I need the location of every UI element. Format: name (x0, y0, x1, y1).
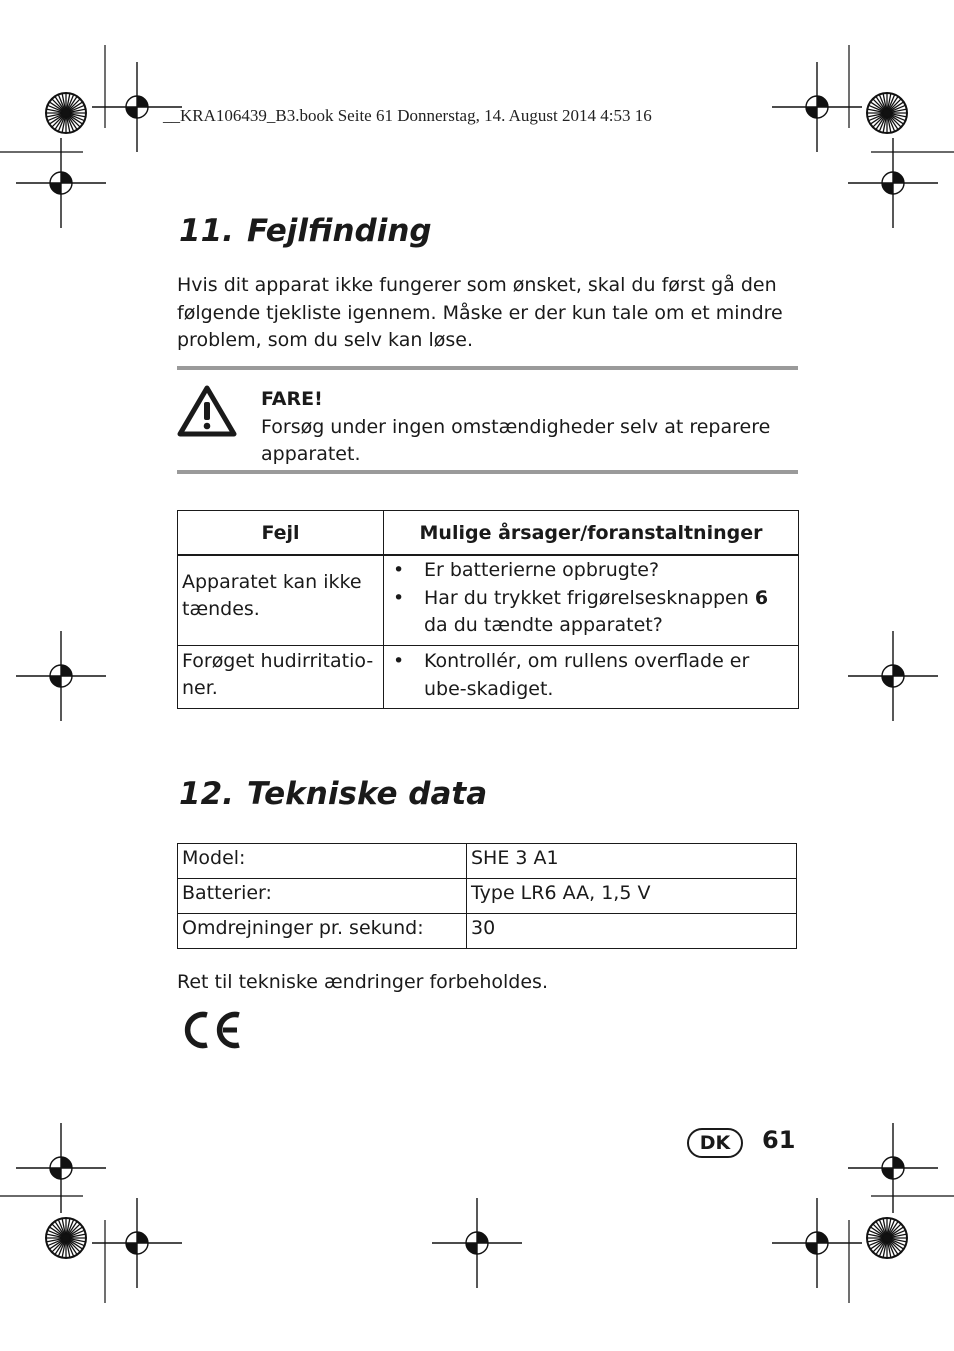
section-number: 11. (179, 213, 234, 249)
table-row (178, 914, 797, 949)
warning-box (177, 366, 798, 474)
list-item (384, 585, 794, 640)
page-number: 61 (762, 1126, 796, 1154)
table-row (178, 646, 799, 709)
list-item: • Er batterierne opbrugte? (384, 557, 794, 585)
troubleshooting-table (177, 510, 799, 709)
print-header: __KRA106439_B3.book Seite 61 Donnerstag, 14. August 2014 4:53 16 (163, 106, 652, 125)
table-row (178, 555, 799, 646)
fault-cell (178, 646, 384, 709)
fault-text: Apparatet kan ikke tændes. (182, 571, 362, 620)
section-title: Fejlfinding (247, 213, 432, 249)
section-heading-troubleshooting (179, 213, 432, 249)
section-number: 12. (179, 776, 234, 812)
spec-value: 30 (467, 914, 797, 949)
causes-list (384, 556, 798, 640)
table-row (178, 879, 797, 914)
list-item: • Kontrollér, om rullens overflade er ube-skadiget. (384, 648, 794, 703)
table-row (178, 844, 797, 879)
language-badge: DK (687, 1128, 743, 1158)
technical-data-table (177, 843, 797, 949)
causes-cell (384, 555, 799, 646)
cause-text: Har du trykket frigørelsesknappen (424, 586, 755, 609)
spec-label: Batterier: (178, 879, 467, 914)
column-header-causes: Mulige årsager/foranstaltninger (384, 511, 799, 556)
column-header-fault: Fejl (178, 511, 384, 556)
causes-list (384, 646, 798, 703)
fault-cell (178, 555, 384, 646)
warning-title: FARE! (261, 388, 323, 410)
causes-cell (384, 646, 799, 709)
warning-triangle-icon (177, 385, 237, 437)
table-header-row (178, 511, 799, 556)
technical-changes-notice: Ret til tekniske ændringer forbeholdes. (177, 971, 548, 993)
cause-text: da du tændte apparatet? (424, 614, 663, 636)
fault-text: Forøget hudirritatio-ner. (182, 650, 374, 699)
part-reference: 6 (754, 586, 769, 609)
ce-mark-logo (179, 1010, 243, 1050)
intro-paragraph: Hvis dit apparat ikke fungerer som ønsket, skal du først gå den følgende tjekliste igennem. Måske er der kun tale om et mindre problem, som du selv kan løse. (177, 274, 783, 351)
spec-label: Model: (178, 844, 467, 879)
section-title: Tekniske data (247, 776, 488, 812)
warning-text: Forsøg under ingen omstændigheder selv at reparere apparatet. (261, 416, 771, 465)
spec-value: SHE 3 A1 (467, 844, 797, 879)
spec-value: Type LR6 AA, 1,5 V (467, 879, 797, 914)
section-heading-technical-data (179, 776, 487, 812)
spec-label: Omdrejninger pr. sekund: (178, 914, 467, 949)
